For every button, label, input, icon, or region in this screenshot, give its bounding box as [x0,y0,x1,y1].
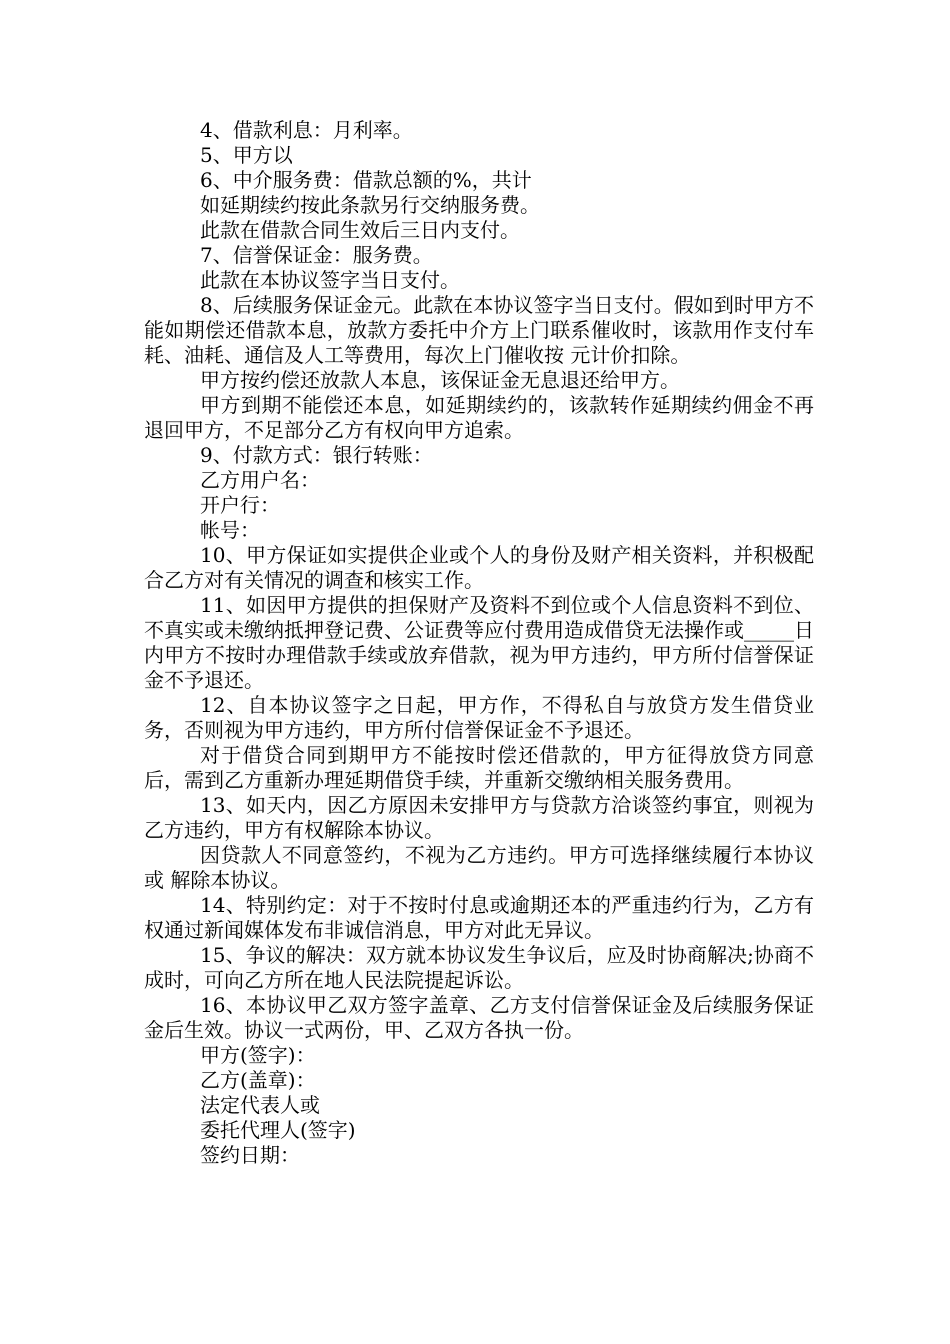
clause-8-follow-up-deposit: 8、后续服务保证金元。此款在本协议签字当日支付。假如到时甲方不能如期偿还借款本息，放款方委托中介方上门联系催收时，该款用作支付车耗、油耗、通信及人工等费用，每次上门催收按 元计价扣除。 [144,293,814,367]
clause-7-payment-note: 此款在本协议签字当日支付。 [200,268,460,292]
clause-13-termination: 13、如天内，因乙方原因未安排甲方与贷款方洽谈签约事宜，则视为乙方违约，甲方有权解除本协议。 [144,793,814,842]
clause-6-payment-note: 此款在借款合同生效后三日内支付。 [200,218,520,242]
clause-6-extension-note: 如延期续约按此条款另行交纳服务费。 [200,193,540,217]
account-name-field: 乙方用户名： [200,468,320,492]
party-a-signature: 甲方(签字)： [200,1043,316,1067]
authorized-agent-signature: 委托代理人(签字) [200,1118,356,1142]
clause-5: 5、甲方以 [200,143,293,167]
clause-15-dispute: 15、争议的解决：双方就本协议发生争议后，应及时协商解决;协商不成时，可向乙方所在地人民法院提起诉讼。 [144,943,814,992]
clause-10-warranty: 10、甲方保证如实提供企业或个人的身份及财产相关资料，并积极配合乙方对有关情况的调查和核实工作。 [144,543,814,592]
clause-7-credit-deposit: 7、信誉保证金：服务费。 [200,243,433,267]
clause-11-default: 11、如因甲方提供的担保财产及资料不到位或个人信息资料不到位、不真实或未缴纳抵押登记费、公证费等应付费用造成借贷无法操作或_____日内甲方不按时办理借款手续或放弃借款，视为甲方违约，甲方所付信誉保证金不予退还。 [144,593,814,692]
clause-6-service-fee: 6、中介服务费：借款总额的%，共计 [200,168,532,192]
clause-13-lender-refusal: 因贷款人不同意签约，不视为乙方违约。甲方可选择继续履行本协议或 解除本协议。 [144,843,814,892]
legal-representative: 法定代表人或 [200,1093,320,1117]
clause-4-interest: 4、借款利息：月利率。 [200,118,413,142]
clause-8-refund-note: 甲方按约偿还放款人本息，该保证金无息退还给甲方。 [200,368,680,392]
clause-12-extension: 对于借贷合同到期甲方不能按时偿还借款的，甲方征得放贷方同意后，需到乙方重新办理延期借贷手续，并重新交缴纳相关服务费用。 [144,743,814,792]
account-number-field: 帐号： [200,518,260,542]
signing-date: 签约日期： [200,1143,300,1167]
clause-12-exclusivity: 12、自本协议签字之日起，甲方作，不得私自与放贷方发生借贷业务，否则视为甲方违约，甲方所付信誉保证金不予退还。 [144,693,814,742]
document-body [144,118,814,1168]
clause-9-payment-method: 9、付款方式：银行转账： [200,443,433,467]
party-b-seal: 乙方(盖章)： [200,1068,316,1092]
clause-14-special-agreement: 14、特别约定：对于不按时付息或逾期还本的严重违约行为，乙方有权通过新闻媒体发布非诚信消息，甲方对此无异议。 [144,893,814,942]
bank-field: 开户行： [200,493,280,517]
clause-8-default-note: 甲方到期不能偿还本息，如延期续约的，该款转作延期续约佣金不再退回甲方，不足部分乙方有权向甲方追索。 [144,393,814,442]
clause-16-effectiveness: 16、本协议甲乙双方签字盖章、乙方支付信誉保证金及后续服务保证金后生效。协议一式两份，甲、乙双方各执一份。 [144,993,814,1042]
